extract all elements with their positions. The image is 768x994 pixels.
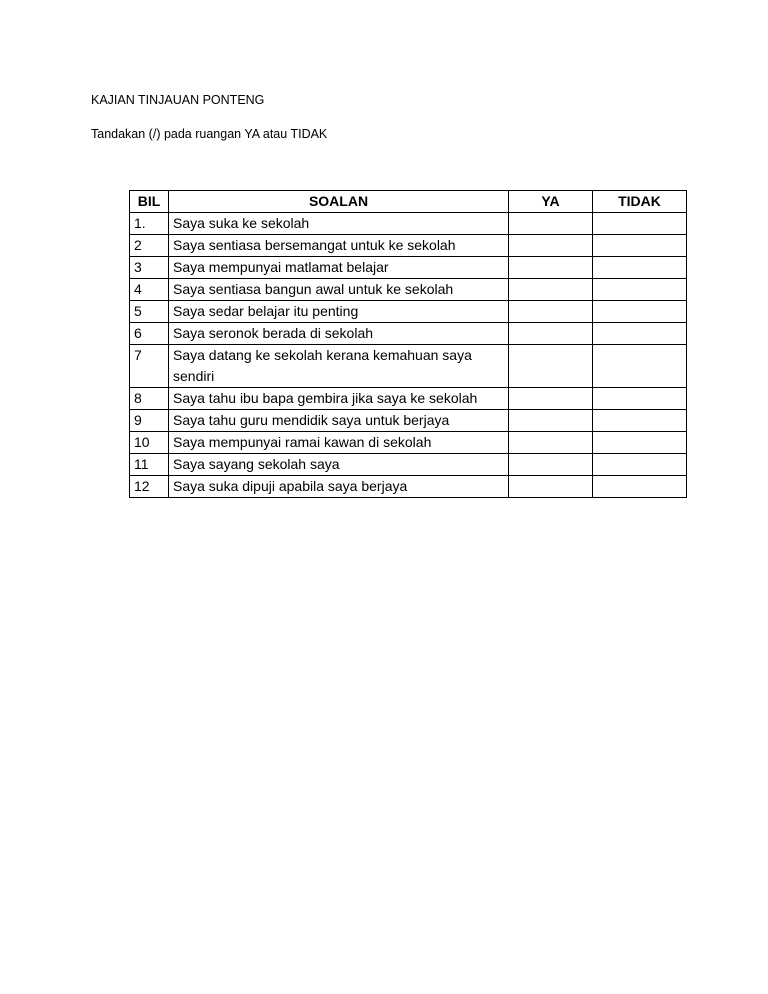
- row-tidak-cell[interactable]: [593, 257, 687, 279]
- row-tidak-cell[interactable]: [593, 432, 687, 454]
- row-bil: 1.: [130, 213, 169, 235]
- row-bil: 12: [130, 476, 169, 498]
- row-ya-cell[interactable]: [509, 345, 593, 388]
- row-tidak-cell[interactable]: [593, 388, 687, 410]
- header-bil: BIL: [130, 191, 169, 213]
- row-soalan: Saya sentiasa bersemangat untuk ke sekolah: [169, 235, 509, 257]
- document-title: KAJIAN TINJAUAN PONTENG: [91, 93, 265, 107]
- row-bil: 4: [130, 279, 169, 301]
- row-tidak-cell[interactable]: [593, 454, 687, 476]
- row-soalan: Saya datang ke sekolah kerana kemahuan saya sendiri: [169, 345, 509, 388]
- table-row: [130, 301, 687, 323]
- table-header-row: [130, 191, 687, 213]
- row-bil: 7: [130, 345, 169, 388]
- row-ya-cell[interactable]: [509, 213, 593, 235]
- table-row: [130, 476, 687, 498]
- row-soalan: Saya tahu guru mendidik saya untuk berjaya: [169, 410, 509, 432]
- row-bil: 6: [130, 323, 169, 345]
- table-row: [130, 235, 687, 257]
- row-bil: 9: [130, 410, 169, 432]
- row-tidak-cell[interactable]: [593, 301, 687, 323]
- row-bil: 10: [130, 432, 169, 454]
- row-ya-cell[interactable]: [509, 235, 593, 257]
- row-soalan: Saya sedar belajar itu penting: [169, 301, 509, 323]
- row-ya-cell[interactable]: [509, 432, 593, 454]
- row-soalan: Saya sayang sekolah saya: [169, 454, 509, 476]
- survey-table: [129, 190, 687, 498]
- row-tidak-cell[interactable]: [593, 410, 687, 432]
- row-bil: 3: [130, 257, 169, 279]
- header-soalan: SOALAN: [169, 191, 509, 213]
- table-row: [130, 454, 687, 476]
- table-row: [130, 432, 687, 454]
- table-row: [130, 410, 687, 432]
- row-soalan: Saya seronok berada di sekolah: [169, 323, 509, 345]
- row-bil: 8: [130, 388, 169, 410]
- row-soalan: Saya mempunyai ramai kawan di sekolah: [169, 432, 509, 454]
- row-tidak-cell[interactable]: [593, 235, 687, 257]
- header-tidak: TIDAK: [593, 191, 687, 213]
- table-row: [130, 345, 687, 388]
- row-tidak-cell[interactable]: [593, 345, 687, 388]
- row-soalan: Saya suka ke sekolah: [169, 213, 509, 235]
- row-tidak-cell[interactable]: [593, 323, 687, 345]
- table-row: [130, 323, 687, 345]
- table-row: [130, 213, 687, 235]
- row-bil: 2: [130, 235, 169, 257]
- row-bil: 5: [130, 301, 169, 323]
- row-ya-cell[interactable]: [509, 388, 593, 410]
- row-soalan: Saya sentiasa bangun awal untuk ke sekolah: [169, 279, 509, 301]
- row-tidak-cell[interactable]: [593, 279, 687, 301]
- row-soalan: Saya tahu ibu bapa gembira jika saya ke sekolah: [169, 388, 509, 410]
- document-instruction: Tandakan (/) pada ruangan YA atau TIDAK: [91, 127, 328, 141]
- row-soalan: Saya suka dipuji apabila saya berjaya: [169, 476, 509, 498]
- table-row: [130, 279, 687, 301]
- row-bil: 11: [130, 454, 169, 476]
- row-ya-cell[interactable]: [509, 476, 593, 498]
- row-ya-cell[interactable]: [509, 454, 593, 476]
- table-row: [130, 388, 687, 410]
- row-tidak-cell[interactable]: [593, 476, 687, 498]
- row-ya-cell[interactable]: [509, 323, 593, 345]
- header-ya: YA: [509, 191, 593, 213]
- row-ya-cell[interactable]: [509, 257, 593, 279]
- table-row: [130, 257, 687, 279]
- row-ya-cell[interactable]: [509, 410, 593, 432]
- row-soalan: Saya mempunyai matlamat belajar: [169, 257, 509, 279]
- row-tidak-cell[interactable]: [593, 213, 687, 235]
- row-ya-cell[interactable]: [509, 279, 593, 301]
- row-ya-cell[interactable]: [509, 301, 593, 323]
